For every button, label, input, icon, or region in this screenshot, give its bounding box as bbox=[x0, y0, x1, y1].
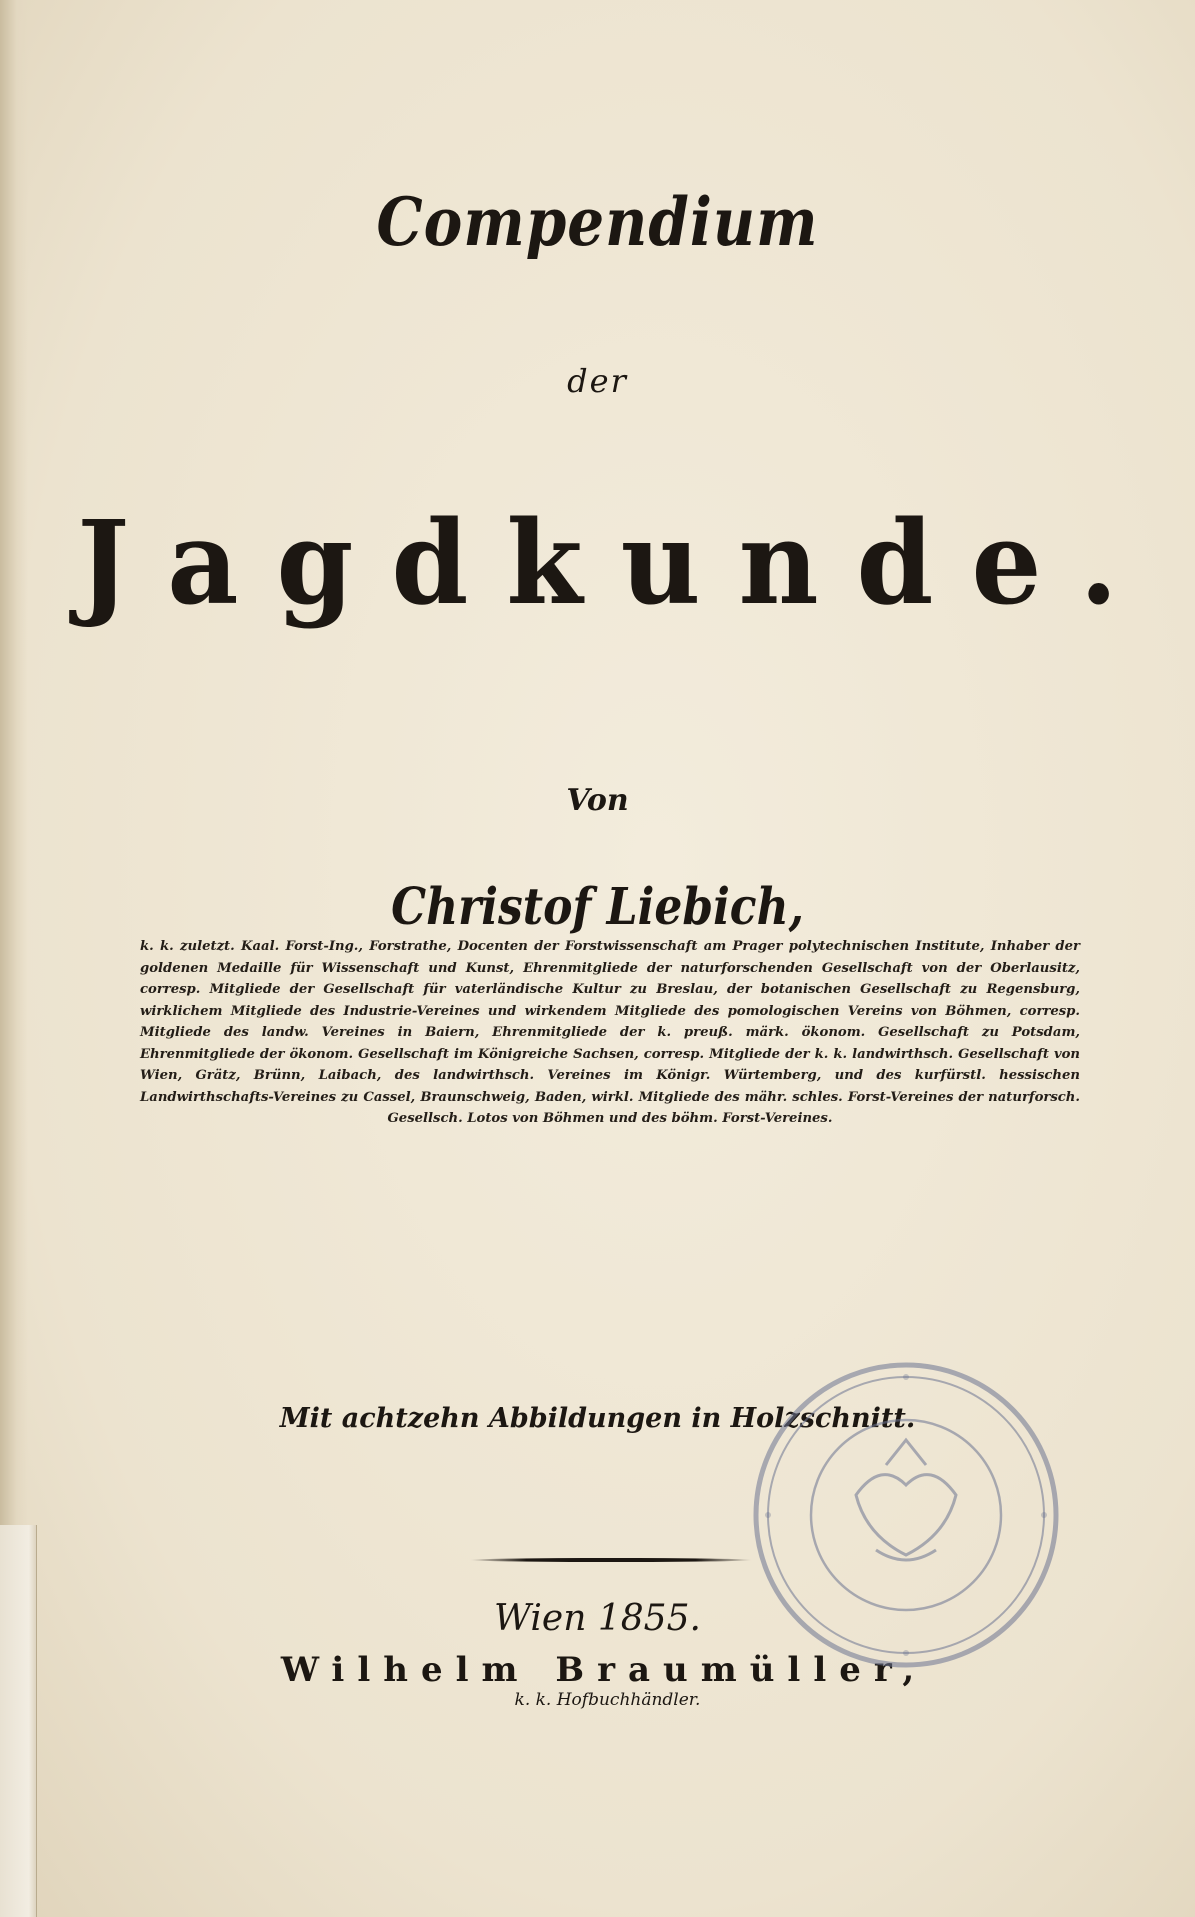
author-name: Christof Liebich, bbox=[391, 878, 804, 937]
place-year: Wien 1855. bbox=[494, 1598, 701, 1639]
byline: Von bbox=[566, 783, 629, 818]
author-credentials: k. k. zuletzt. Kaal. Forst-Ing., Forstrathe, Docenten der Forstwissenschaft am Prager polytechnischen Institute, Inhaber der goldenen Medaille für Wissenschaft und Kunst, Ehrenmitgliede der naturforschenden Gesellschaft von der Oberlausitz, corresp. Mitgliede der Gesellschaft für vaterländische Kultur zu Breslau, der botanischen Gesellschaft zu Regensburg, wirklichem Mitgliede des Industrie-Vereines und wirkendem Mitgliede des pomologischen Vereins von Böhmen, corresp. Mitgliede des landw. Vereines in Baiern, Ehrenmitgliede der k. preuß. märk. ökonom. Gesellschaft zu Potsdam, Ehrenmitgliede der ökonom. Gesellschaft im Königreiche Sachsen, corresp. Mitgliede der k. k. landwirthsch. Gesellschaft von Wien, Grätz, Brünn, Laibach, des landwirthsch. Vereines im Königr. Würtemberg, und des kurfürstl. hessischen Landwirthschafts-Vereines zu Cassel, Braunschweig, Baden, wirkl. Mitgliede des mähr. schles. Forst-Vereines der naturforsch. Gesellsch. Lotos von Böhmen und des böhm. Forst-Vereines. bbox=[140, 939, 1080, 1126]
title-der: der bbox=[567, 362, 628, 400]
title-compendium: Compendium bbox=[376, 182, 819, 262]
publisher-name: Wilhelm Braumüller, bbox=[280, 1650, 928, 1690]
divider-rule bbox=[470, 1558, 752, 1562]
library-stamp-icon bbox=[736, 1345, 1076, 1685]
illustrations-note: Mit achtzehn Abbildungen in Holzschnitt. bbox=[279, 1403, 916, 1434]
title-main: Jagdkunde. bbox=[77, 494, 1156, 631]
publisher-title: k. k. Hofbuchhändler. bbox=[514, 1690, 701, 1710]
binding-tab bbox=[0, 1525, 37, 1917]
